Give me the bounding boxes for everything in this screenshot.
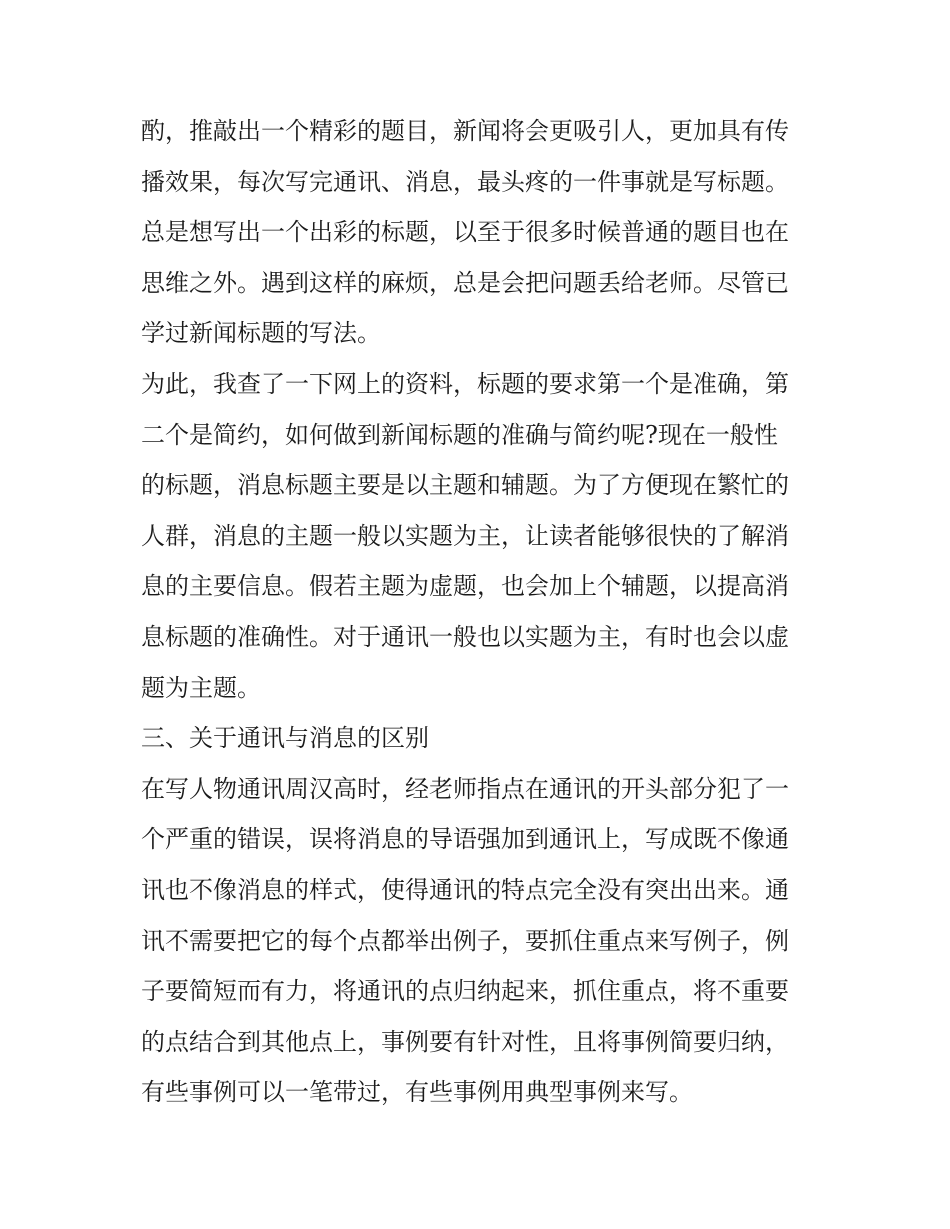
text-line-content: 个严重的错误，误将消息的导语强加到通讯上，写成既不像通 bbox=[141, 825, 789, 854]
text-line-content: 人群，消息的主题一般以实题为主，让读者能够很快的了解消 bbox=[141, 521, 789, 550]
text-line bbox=[141, 612, 813, 663]
text-line bbox=[141, 106, 813, 157]
text-line-content: 的点结合到其他点上，事例要有针对性，且将事例简要归纳， bbox=[141, 1027, 789, 1056]
text-line bbox=[141, 207, 813, 258]
text-line-content: 为此，我查了一下网上的资料，标题的要求第一个是准确，第 bbox=[141, 369, 789, 398]
text-line bbox=[141, 359, 813, 410]
text-line bbox=[141, 157, 813, 208]
text-line bbox=[141, 663, 813, 714]
text-line bbox=[141, 966, 813, 1017]
section-heading bbox=[141, 713, 813, 764]
text-line-content: 总是想写出一个出彩的标题，以至于很多时候普通的题目也在 bbox=[141, 218, 789, 247]
text-line-content: 息的主要信息。假若主题为虚题，也会加上个辅题，以提高消 bbox=[141, 572, 789, 601]
text-line bbox=[141, 865, 813, 916]
text-line-content: 思维之外。遇到这样的麻烦，总是会把问题丢给老师。尽管已 bbox=[141, 268, 789, 297]
document-body bbox=[141, 106, 813, 1118]
text-line-content: 题为主题。 bbox=[141, 673, 261, 702]
text-line bbox=[141, 561, 813, 612]
text-line-content: 息标题的准确性。对于通讯一般也以实题为主，有时也会以虚 bbox=[141, 622, 789, 651]
text-line-content: 子要简短而有力，将通讯的点归纳起来，抓住重点，将不重要 bbox=[141, 977, 789, 1006]
text-line bbox=[141, 460, 813, 511]
text-line-content: 在写人物通讯周汉高时，经老师指点在通讯的开头部分犯了一 bbox=[141, 774, 789, 803]
section-heading-text: 三、关于通讯与消息的区别 bbox=[141, 724, 429, 753]
text-line bbox=[141, 1017, 813, 1068]
text-line-content: 酌，推敲出一个精彩的题目，新闻将会更吸引人，更加具有传 bbox=[141, 117, 789, 145]
text-line bbox=[141, 410, 813, 461]
text-line bbox=[141, 814, 813, 865]
text-line bbox=[141, 916, 813, 967]
text-line bbox=[141, 308, 813, 359]
text-line bbox=[141, 764, 813, 815]
text-line bbox=[141, 258, 813, 309]
text-line-content: 学过新闻标题的写法。 bbox=[141, 319, 381, 348]
text-line bbox=[141, 511, 813, 562]
text-line-content: 讯也不像消息的样式，使得通讯的特点完全没有突出出来。通 bbox=[141, 875, 789, 904]
text-line-content: 的标题，消息标题主要是以主题和辅题。为了方便现在繁忙的 bbox=[141, 471, 789, 500]
text-line-content: 有些事例可以一笔带过，有些事例用典型事例来写。 bbox=[141, 1078, 693, 1107]
text-line-content: 播效果，每次写完通讯、消息，最头疼的一件事就是写标题。 bbox=[141, 167, 789, 196]
text-line bbox=[141, 1067, 813, 1118]
text-line-content: 讯不需要把它的每个点都举出例子，要抓住重点来写例子，例 bbox=[141, 926, 789, 955]
text-line-content: 二个是简约，如何做到新闻标题的准确与简约呢?现在一般性 bbox=[141, 420, 778, 449]
